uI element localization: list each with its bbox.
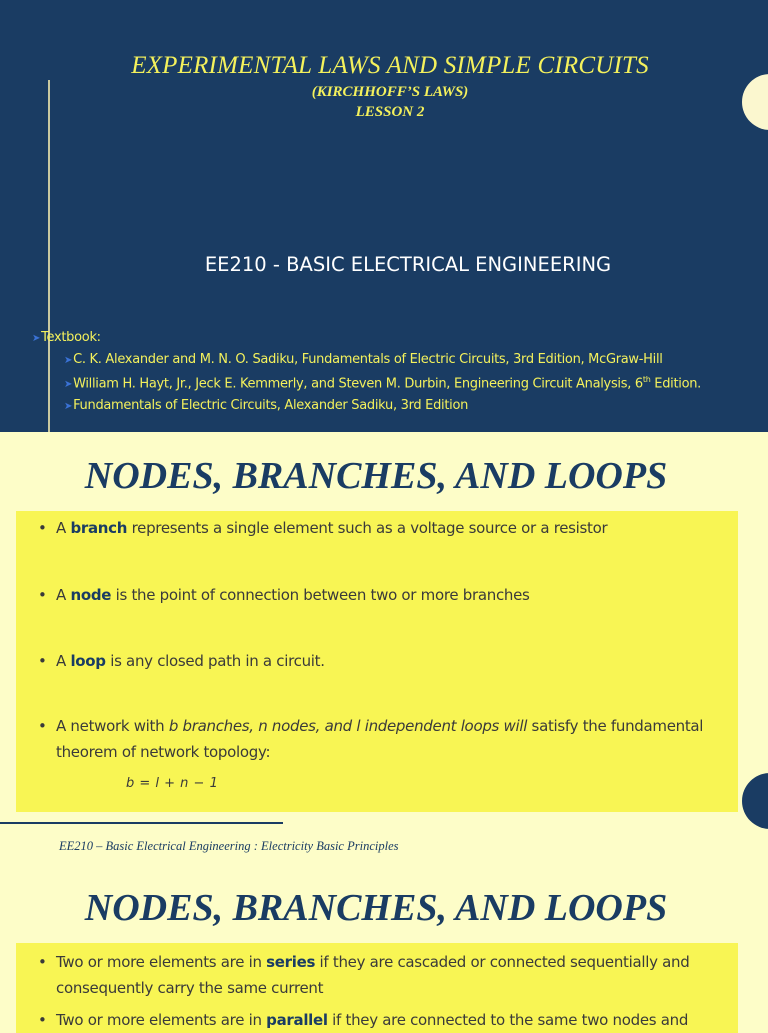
list-item: • A branch represents a single element such as a voltage source or a resistor xyxy=(38,519,608,537)
list-item: • A network with b branches, n nodes, and l independent loops will satisfy the fundamental theorem of network topology: xyxy=(38,717,704,761)
lesson-label: LESSON 2 xyxy=(355,104,425,120)
list-item: • A node is the point of connection between two or more branches xyxy=(38,586,530,604)
reference-item: ➤Fundamentals of Electric Circuits, Alexander Sadiku, 3rd Edition xyxy=(64,398,469,413)
slide-subtitle: (KIRCHHOFF’S LAWS) xyxy=(311,84,469,100)
content-box xyxy=(16,511,738,812)
arrow-bullet-icon: ➤ xyxy=(64,355,73,366)
slide-footer: EE210 – Basic Electrical Engineering : Electricity Basic Principles xyxy=(59,839,399,853)
content-box xyxy=(16,943,738,1033)
slide-heading: NODES, BRANCHES, AND LOOPS xyxy=(84,887,668,929)
slide-title: EXPERIMENTAL LAWS AND SIMPLE CIRCUITS xyxy=(131,52,649,79)
list-item: • Two or more elements are in parallel if they are connected to the same two nodes and xyxy=(38,1011,689,1029)
title-slide xyxy=(0,0,768,432)
decorative-circle xyxy=(742,74,768,130)
reference-item: ➤C. K. Alexander and M. N. O. Sadiku, Fundamentals of Electric Circuits, 3rd Edition, McGraw-Hill xyxy=(64,352,663,367)
list-item: • Two or more elements are in series if they are cascaded or connected sequentially and consequently carry the same current xyxy=(38,953,690,997)
arrow-bullet-icon: ➤ xyxy=(64,401,73,412)
list-item: • A loop is any closed path in a circuit. xyxy=(38,652,325,670)
slide-heading: NODES, BRANCHES, AND LOOPS xyxy=(84,455,668,497)
arrow-bullet-icon: ➤ xyxy=(64,379,73,391)
topology-formula: b = l + n − 1 xyxy=(126,776,219,791)
course-name: EE210 - BASIC ELECTRICAL ENGINEERING xyxy=(204,253,612,276)
reference-item: ➤William H. Hayt, Jr., Jeck E. Kemmerly, and Steven M. Durbin, Engineering Circuit Analysis, 6th Edition. xyxy=(64,375,702,392)
textbook-heading: ➤Textbook: xyxy=(32,330,101,345)
decorative-circle xyxy=(742,773,768,829)
arrow-bullet-icon: ➤ xyxy=(32,333,41,344)
footer-rule xyxy=(0,822,283,824)
content-slide xyxy=(0,432,768,853)
